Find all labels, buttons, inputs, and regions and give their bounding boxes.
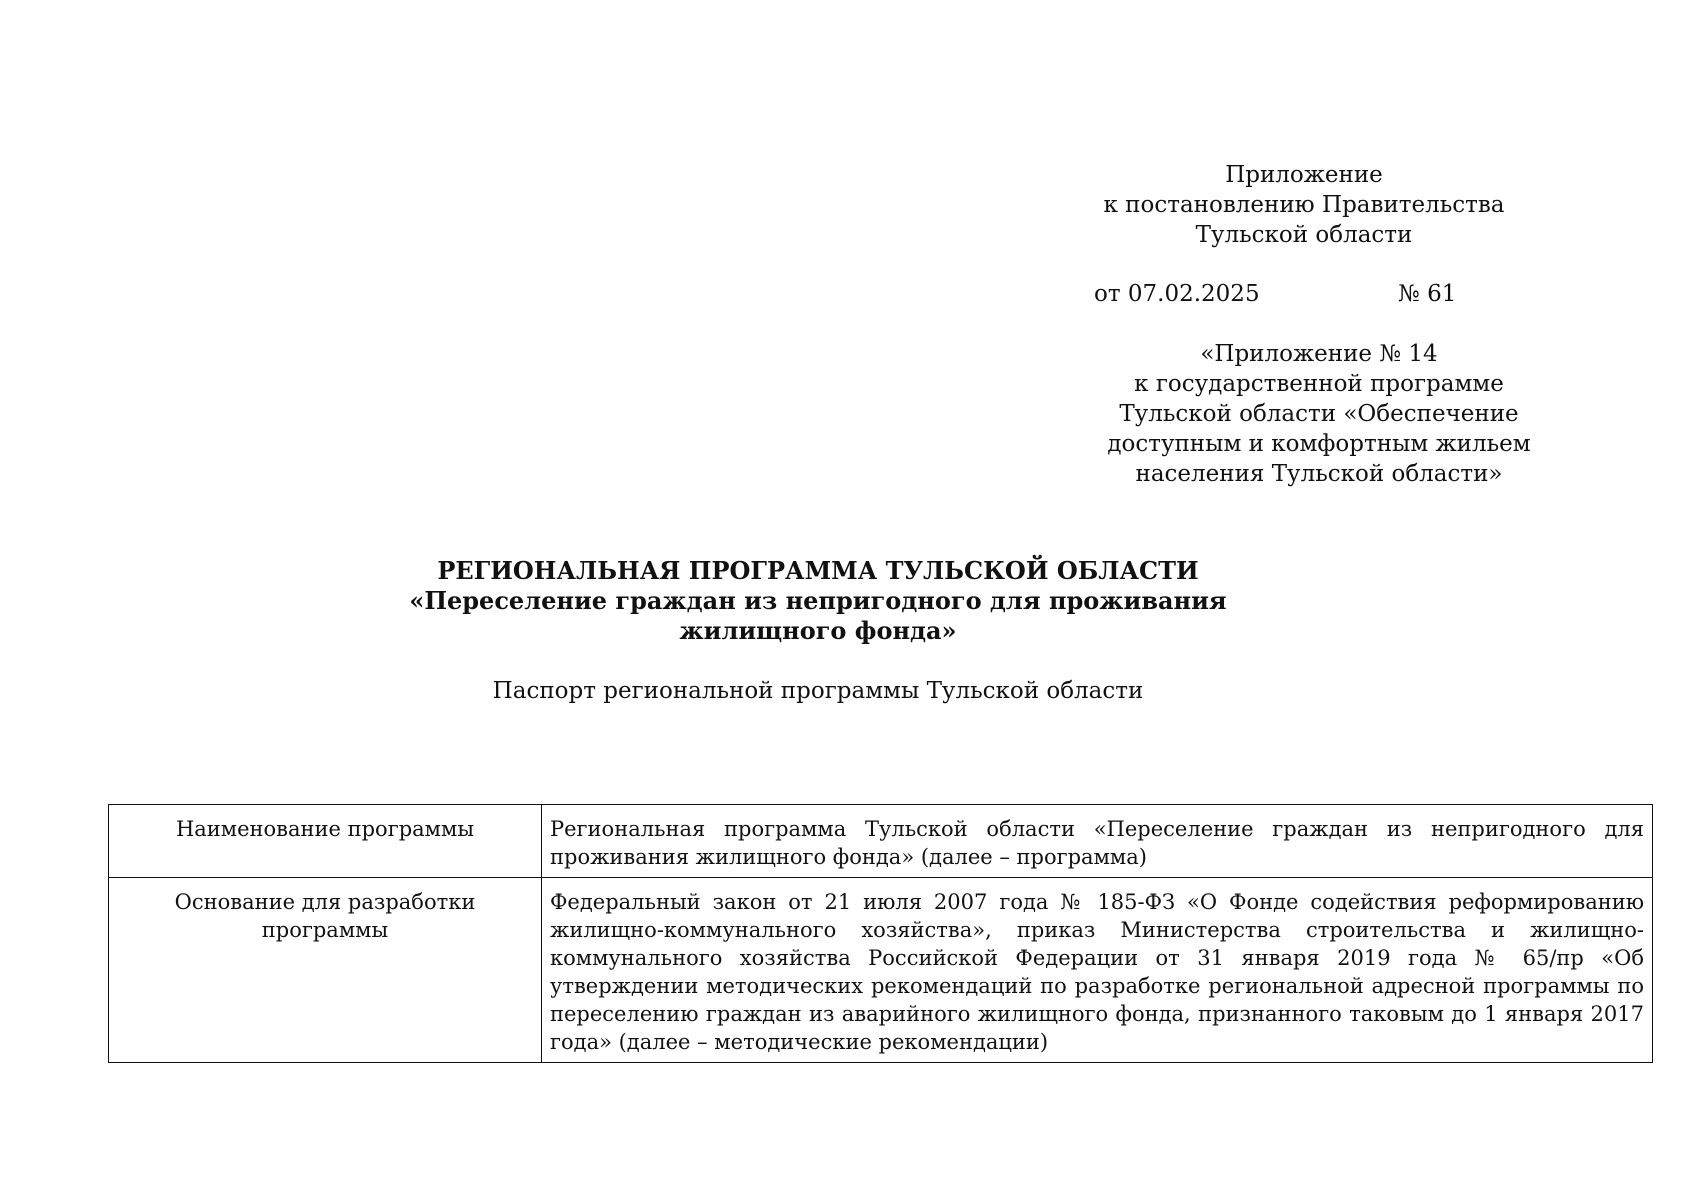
table-cell-value: Региональная программа Тульской области «Переселение граждан из непригодного для проживания жилищного фонда» (далее – программа) [542,805,1653,878]
table-row [109,878,1653,1063]
program-appendix-line: к государственной программе [1134,371,1504,397]
appendix-line: Приложение [1225,162,1383,188]
title-line: РЕГИОНАЛЬНАЯ ПРОГРАММА ТУЛЬСКОЙ ОБЛАСТИ [437,556,1199,585]
table-cell-label: Основание для разработки программы [109,878,542,1063]
program-appendix-header [1074,339,1564,489]
decree-number: № 61 [1398,281,1457,307]
appendix-header [1064,160,1544,250]
appendix-line: Тульской области [1195,222,1413,248]
document-title [358,556,1278,646]
program-appendix-line: «Приложение № 14 [1200,341,1438,367]
decree-reference [1094,279,1514,309]
table-cell-label: Наименование программы [109,805,542,878]
program-appendix-line: доступным и комфортным жильем [1107,431,1531,457]
program-appendix-line: населения Тульской области» [1135,461,1503,487]
title-line: «Переселение граждан из непригодного для проживания [409,586,1227,615]
passport-table [108,804,1653,1063]
passport-heading: Паспорт региональной программы Тульской области [492,678,1144,704]
table-cell-value: Федеральный закон от 21 июля 2007 года № 185-ФЗ «О Фонде содействия реформированию жилищно-коммунального хозяйства», приказ Министерства строительства и жилищно-коммунального хозяйства Российской Федерации от 31 января 2019 года № 65/пр «Об утверждении методических рекомендаций по разработке региональной адресной программы по переселению граждан из аварийного жилищного фонда, признанного таковым до 1 января 2017 года» (далее – методические рекомендации) [542,878,1653,1063]
title-line: жилищного фонда» [679,616,957,645]
appendix-line: к постановлению Правительства [1103,192,1505,218]
decree-date: от 07.02.2025 [1094,281,1260,307]
program-appendix-line: Тульской области «Обеспечение [1119,401,1519,427]
table-row [109,805,1653,878]
